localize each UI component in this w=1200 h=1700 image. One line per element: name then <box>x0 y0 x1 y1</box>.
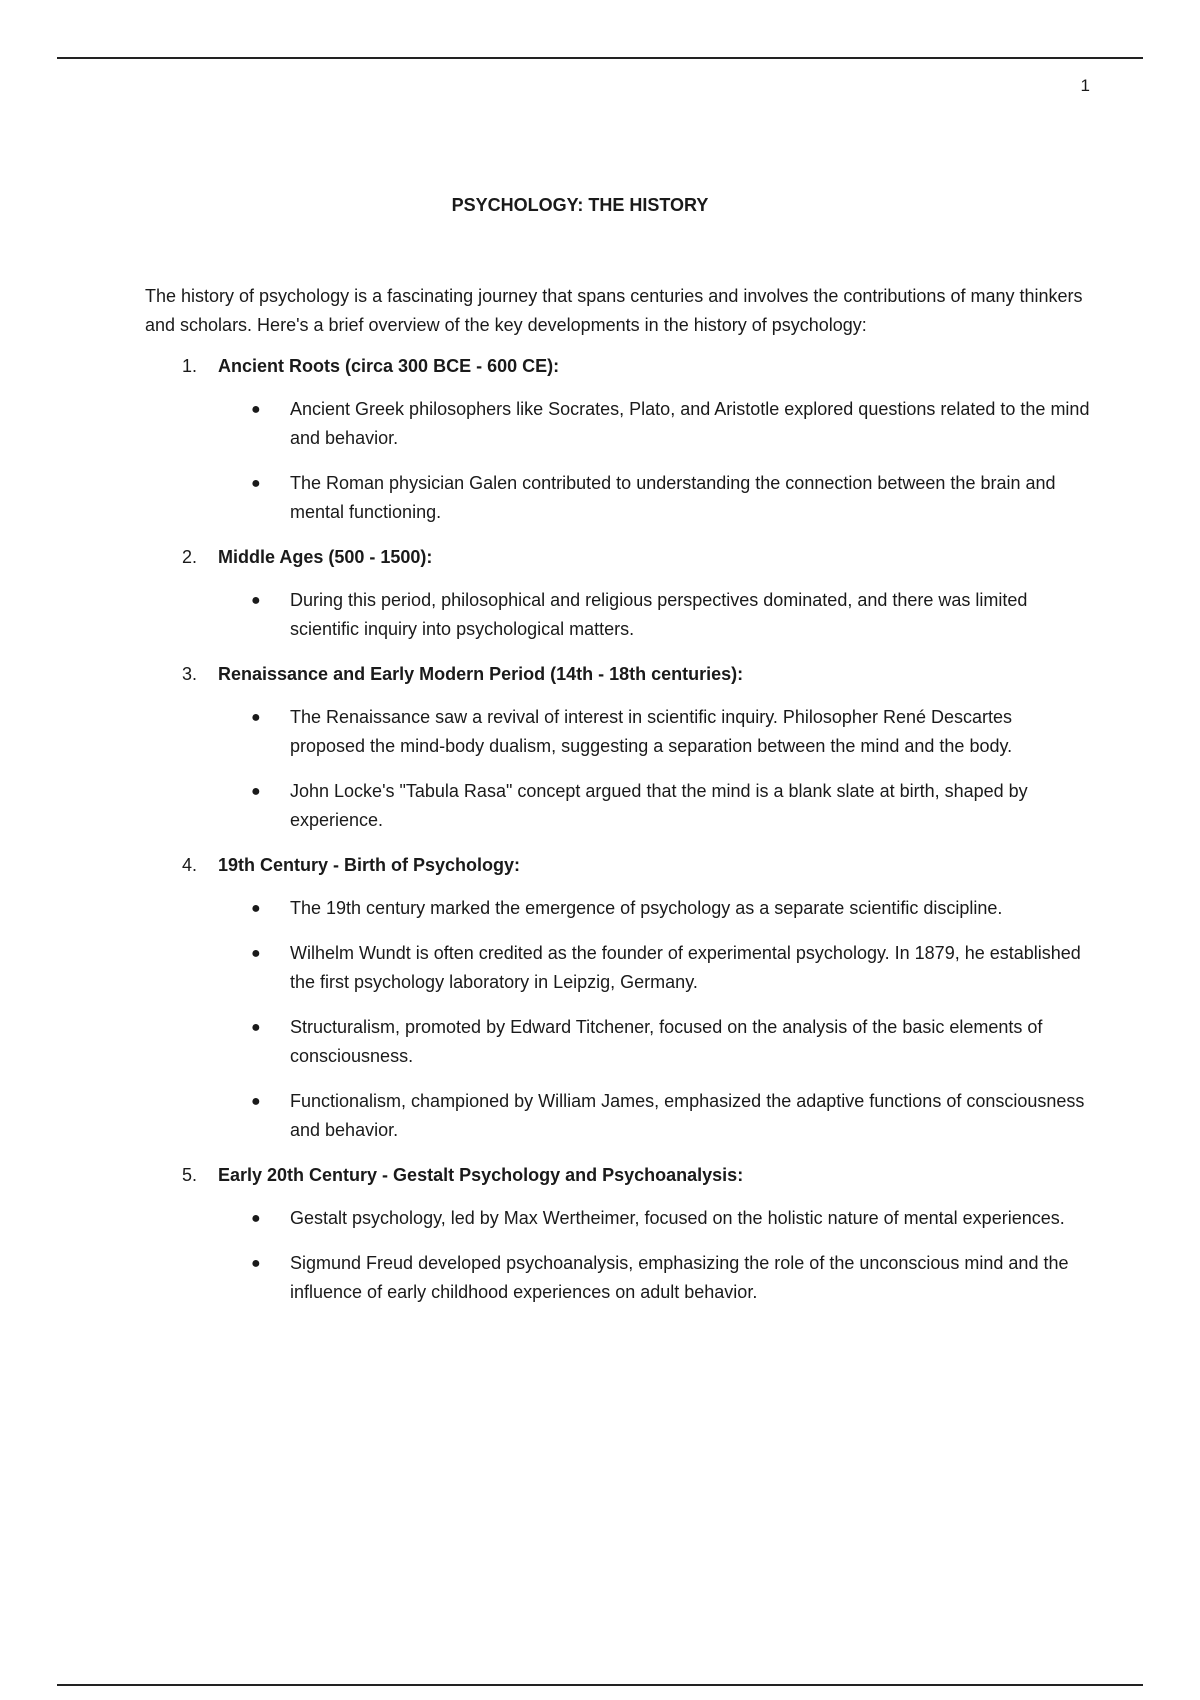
section-heading <box>145 352 1090 381</box>
document-title: PSYCHOLOGY: THE HISTORY <box>451 195 709 215</box>
bullet-icon: ● <box>251 401 261 418</box>
list-item-text: Functionalism, championed by William James, emphasized the adaptive functions of consciousness and behavior. <box>290 1091 1085 1140</box>
page-number: 1 <box>1080 76 1090 95</box>
list-item <box>145 939 1090 997</box>
section-heading-text: Early 20th Century - Gestalt Psychology and Psychoanalysis: <box>218 1165 744 1185</box>
bullet-icon: ● <box>251 1255 261 1272</box>
list-item <box>145 1204 1090 1233</box>
list-item <box>145 1013 1090 1071</box>
section-heading <box>145 851 1090 880</box>
list-item <box>145 777 1090 835</box>
bullet-icon: ● <box>251 1019 261 1036</box>
section-heading-text: 19th Century - Birth of Psychology: <box>218 855 521 875</box>
section-early-20th-century <box>145 1161 1090 1307</box>
list-item-text: The Renaissance saw a revival of interest in scientific inquiry. Philosopher René Descartes proposed the mind-body dualism, suggesting a separation between the mind and the body. <box>290 707 1013 756</box>
section-heading-text: Renaissance and Early Modern Period (14th - 18th centuries): <box>218 664 744 684</box>
section-heading <box>145 660 1090 689</box>
bullet-list <box>145 586 1090 644</box>
list-item <box>145 1249 1090 1307</box>
section-number: 1. <box>182 356 198 376</box>
section-19th-century <box>145 851 1090 1145</box>
section-ancient-roots <box>145 352 1090 527</box>
header-rule <box>57 57 1143 59</box>
footer-rule <box>57 1684 1143 1686</box>
list-item-text: John Locke's "Tabula Rasa" concept argued that the mind is a blank slate at birth, shaped by experience. <box>290 781 1028 830</box>
document-body <box>145 282 1090 1323</box>
section-middle-ages <box>145 543 1090 644</box>
list-item <box>145 703 1090 761</box>
list-item <box>145 586 1090 644</box>
section-number: 4. <box>182 855 198 875</box>
bullet-icon: ● <box>251 475 261 492</box>
list-item-text: Gestalt psychology, led by Max Wertheimer, focused on the holistic nature of mental experiences. <box>290 1208 1065 1228</box>
bullet-icon: ● <box>251 1093 261 1110</box>
bullet-icon: ● <box>251 900 261 917</box>
bullet-icon: ● <box>251 709 261 726</box>
section-heading-text: Ancient Roots (circa 300 BCE - 600 CE): <box>218 356 560 376</box>
list-item-text: Wilhelm Wundt is often credited as the founder of experimental psychology. In 1879, he established the first psychology laboratory in Leipzig, Germany. <box>290 943 1081 992</box>
list-item <box>145 1087 1090 1145</box>
list-item <box>145 894 1090 923</box>
intro-paragraph: The history of psychology is a fascinating journey that spans centuries and involves the contributions of many thinkers and scholars. Here's a brief overview of the key developments in the history of psychology: <box>145 286 1083 335</box>
list-item <box>145 469 1090 527</box>
list-item-text: Ancient Greek philosophers like Socrates, Plato, and Aristotle explored questions related to the mind and behavior. <box>290 399 1090 448</box>
section-heading <box>145 543 1090 572</box>
bullet-list <box>145 703 1090 835</box>
bullet-list <box>145 894 1090 1145</box>
list-item-text: The Roman physician Galen contributed to understanding the connection between the brain and mental functioning. <box>290 473 1056 522</box>
list-item-text: Sigmund Freud developed psychoanalysis, emphasizing the role of the unconscious mind and the influence of early childhood experiences on adult behavior. <box>290 1253 1069 1302</box>
section-number: 3. <box>182 664 198 684</box>
list-item <box>145 395 1090 453</box>
list-item-text: During this period, philosophical and religious perspectives dominated, and there was limited scientific inquiry into psychological matters. <box>290 590 1028 639</box>
section-number: 2. <box>182 547 198 567</box>
section-number: 5. <box>182 1165 198 1185</box>
bullet-list <box>145 1204 1090 1307</box>
bullet-icon: ● <box>251 783 261 800</box>
bullet-list <box>145 395 1090 527</box>
section-renaissance <box>145 660 1090 835</box>
list-item-text: Structuralism, promoted by Edward Titchener, focused on the analysis of the basic elements of consciousness. <box>290 1017 1043 1066</box>
section-heading <box>145 1161 1090 1190</box>
bullet-icon: ● <box>251 945 261 962</box>
bullet-icon: ● <box>251 1210 261 1227</box>
section-heading-text: Middle Ages (500 - 1500): <box>218 547 433 567</box>
bullet-icon: ● <box>251 592 261 609</box>
list-item-text: The 19th century marked the emergence of psychology as a separate scientific discipline. <box>290 898 1003 918</box>
